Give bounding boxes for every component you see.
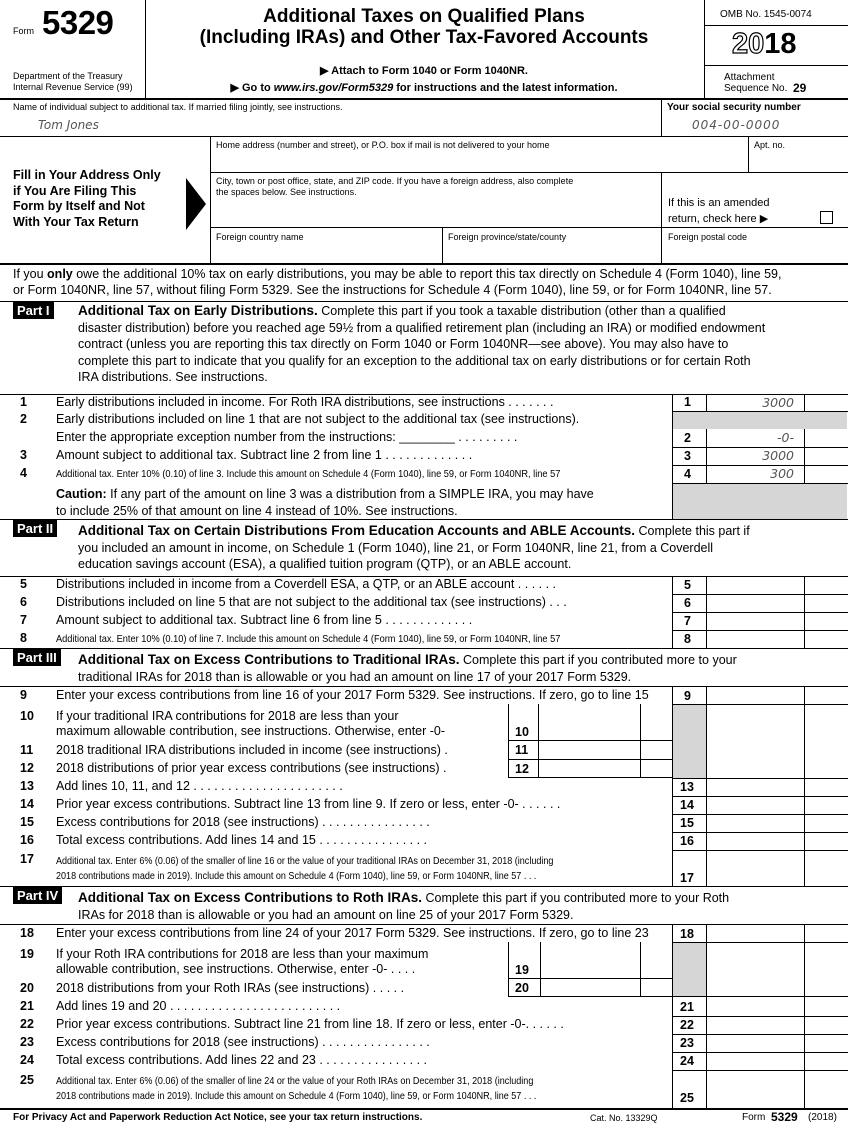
line-8-number: 8: [20, 631, 27, 645]
line-5-number: 5: [20, 577, 27, 591]
city-label-line2: the spaces below. See instructions.: [216, 187, 357, 197]
line-10-box: 10: [515, 725, 529, 739]
goto-instruction: [146, 81, 702, 94]
intro-text: If you only owe the additional 10% tax on early distributions, you may be able to report this tax directly on Schedule 4 (Form 1040), line 59, or Form 1040NR, line 57, without filing Form 5329. See the instructions for Schedule 4 (Form 1040), line 59, or for Form 1040NR, line 57.: [13, 267, 782, 297]
line-17-box: 17: [680, 871, 694, 885]
line-17-text1: Additional tax. Enter 6% (0.06) of the smaller of line 16 or the value of your traditional IRAs on December 31, 2018 (including: [56, 855, 554, 867]
fill-in-line1: Fill in Your Address Only: [13, 168, 161, 182]
line-25-text2: 2018 contributions made in 2019). Include this amount on Schedule 4 (Form 1040), line 59, or Form 1040NR, line 57 . . .: [56, 1090, 537, 1102]
line-9-text: Enter your excess contributions from line 16 of your 2017 Form 5329. See instructions. If zero, go to line 15: [56, 688, 649, 702]
city-label-line1: City, town or post office, state, and ZIP code. If you have a foreign address, also complete: [216, 176, 574, 186]
foreign-postal-label: Foreign postal code: [668, 232, 748, 242]
sequence-label: Sequence No.: [724, 83, 788, 94]
footer-form-year: (2018): [808, 1112, 837, 1123]
line-1-number: 1: [20, 395, 27, 409]
line-3-text: Amount subject to additional tax. Subtract line 2 from line 1 . . . . . . . . . . . . .: [56, 448, 473, 462]
line-18-box: 18: [680, 927, 694, 941]
line-2-amount[interactable]: -0-: [777, 430, 794, 445]
line-25-text1: Additional tax. Enter 6% (0.06) of the smaller of line 24 or the value of your Roth IRAs on December 31, 2018 (including: [56, 1075, 534, 1087]
goto-suffix: for instructions and the latest information.: [393, 82, 618, 94]
part2-description: Additional Tax on Certain Distributions From Education Accounts and ABLE Accounts. Complete this part if you included an amount in income, on Schedule 1 (Form 1040), line 21, or Form 1040NR, line 21, from a Coverdell education savings account (ESA), a qualified tuition program (QTP), or an ABLE account.: [78, 523, 750, 571]
line-24-number: 24: [20, 1053, 34, 1067]
line-7-box: 7: [684, 614, 691, 628]
part4-description: Additional Tax on Excess Contributions to Roth IRAs. Complete this part if you contributed more to your Roth IRAs for 2018 than is allowable or you had an amount on line 25 of your 2017 Form 5329.: [78, 890, 730, 922]
line-12-text: 2018 distributions of prior year excess contributions (see instructions) .: [56, 761, 447, 775]
line-3-number: 3: [20, 448, 27, 462]
home-address-label: Home address (number and street), or P.O. box if mail is not delivered to your home: [216, 140, 550, 150]
line-21-text: Add lines 19 and 20 . . . . . . . . . . . . . . . . . . . . . . . . .: [56, 999, 341, 1013]
line-11-text: 2018 traditional IRA distributions included in income (see instructions) .: [56, 743, 448, 757]
line-5-box: 5: [684, 578, 691, 592]
line-9-number: 9: [20, 688, 27, 702]
line-23-number: 23: [20, 1035, 34, 1049]
line-6-number: 6: [20, 595, 27, 609]
line-1-box: 1: [684, 395, 691, 409]
line-13-box: 13: [680, 780, 694, 794]
line-22-text: Prior year excess contributions. Subtract line 21 from line 18. If zero or less, enter -0-. . . . . .: [56, 1017, 564, 1031]
line-22-number: 22: [20, 1017, 34, 1031]
line-8-box: 8: [684, 632, 691, 646]
line-19-number: 19: [20, 947, 34, 961]
dept-line2: Internal Revenue Service (99): [13, 82, 133, 92]
line-16-box: 16: [680, 834, 694, 848]
line-7-text: Amount subject to additional tax. Subtract line 6 from line 5 . . . . . . . . . . . . .: [56, 613, 473, 627]
line-21-box: 21: [680, 1000, 694, 1014]
line-23-text: Excess contributions for 2018 (see instructions) . . . . . . . . . . . . . . . .: [56, 1035, 430, 1049]
omb-number: OMB No. 1545-0074: [720, 9, 812, 20]
line-15-box: 15: [680, 816, 694, 830]
line-19-text1: If your Roth IRA contributions for 2018 are less than your maximum: [56, 947, 429, 961]
line-20-text: 2018 distributions from your Roth IRAs (see instructions) . . . . .: [56, 981, 405, 995]
line-25-number: 25: [20, 1073, 34, 1087]
line-15-text: Excess contributions for 2018 (see instructions) . . . . . . . . . . . . . . . .: [56, 815, 430, 829]
line-24-box: 24: [680, 1054, 694, 1068]
form-title-line1: Additional Taxes on Qualified Plans: [263, 6, 585, 27]
line-4-text: Additional tax. Enter 10% (0.10) of line 3. Include this amount on Schedule 4 (Form 1040), line 59, or Form 1040NR, line 57: [56, 468, 561, 480]
line-3-box: 3: [684, 449, 691, 463]
line-4-caution: Caution: If any part of the amount on line 3 was a distribution from a SIMPLE IRA, you may have to include 25% of that amount on line 4 instead of 10%. See instructions.: [56, 487, 594, 518]
amended-checkbox[interactable]: [820, 211, 833, 224]
name-field[interactable]: Tom Jones: [38, 118, 99, 132]
cat-number: Cat. No. 13329Q: [590, 1113, 658, 1123]
line-14-text: Prior year excess contributions. Subtract line 13 from line 9. If zero or less, enter -0- . . . . . .: [56, 797, 561, 811]
line-18-text: Enter your excess contributions from line 24 of your 2017 Form 5329. See instructions. If zero, go to line 23: [56, 926, 649, 940]
line-10-number: 10: [20, 709, 34, 723]
line-16-number: 16: [20, 833, 34, 847]
footer-form-word: Form: [742, 1112, 766, 1123]
intro-line2: or Form 1040NR, line 57, without filing Form 5329. See the instructions for Schedule 4 (Form 1040), line 59, or for Form 1040NR, line 57.: [13, 283, 772, 297]
attachment-label: Attachment: [724, 72, 775, 83]
part1-label: Part I: [13, 302, 54, 319]
line-25-box: 25: [680, 1091, 694, 1105]
part3-description: Additional Tax on Excess Contributions to Traditional IRAs. Complete this part if you contributed more to your traditional IRAs for 2018 than is allowable or you had an amount on line 17 of your 2017 Form 5329.: [78, 652, 737, 684]
line-5-text: Distributions included in income from a Coverdell ESA, a QTP, or an ABLE account . . . . . .: [56, 577, 557, 591]
foreign-postal-field[interactable]: [662, 243, 847, 262]
line-3-amount[interactable]: 3000: [762, 448, 794, 463]
line-24-text: Total excess contributions. Add lines 22 and 23 . . . . . . . . . . . . . . . .: [56, 1053, 428, 1067]
line-8-text: Additional tax. Enter 10% (0.10) of line 7. Include this amount on Schedule 4 (Form 1040), line 59, or Form 1040NR, line 57: [56, 633, 561, 645]
tax-year-outline: 20: [732, 28, 765, 60]
goto-prefix: ▶ Go to: [230, 82, 274, 94]
line-18-number: 18: [20, 926, 34, 940]
line-10-text2: maximum allowable contribution, see instructions. Otherwise, enter -0-: [56, 724, 446, 738]
fill-in-notice: [13, 168, 161, 230]
line-14-number: 14: [20, 797, 34, 811]
line-2-number: 2: [20, 412, 27, 426]
line-22-box: 22: [680, 1018, 694, 1032]
line-2-text2: Enter the appropriate exception number from the instructions: ________ . . . . . . . . .: [56, 430, 518, 444]
name-label: Name of individual subject to additional tax. If married filing jointly, see instructions.: [13, 102, 343, 112]
fill-in-line4: With Your Tax Return: [13, 214, 139, 229]
tax-year-bold: 18: [764, 28, 797, 60]
line-12-number: 12: [20, 761, 34, 775]
part1-description: Additional Tax on Early Distributions. Complete this part if you took a taxable distribution (other than a qualified disaster distribution) before you reached age 59½ from a qualified retirement plan (including an IRA) or modified endowment contract (unless you are reporting this tax directly on Form 1040 or Form 1040NR—see above). You may also have to complete this part to indicate that you qualify for an exception to the additional tax on early distributions or for certain Roth IRA distributions. See instructions.: [78, 303, 766, 384]
foreign-province-label: Foreign province/state/county: [448, 232, 567, 242]
part4-label: Part IV: [13, 887, 62, 904]
foreign-country-field[interactable]: [211, 243, 441, 262]
line-4-box: 4: [684, 467, 691, 481]
line-17-number: 17: [20, 852, 34, 866]
footer-form-number: 5329: [771, 1110, 798, 1124]
apt-field[interactable]: [749, 137, 847, 171]
line-14-box: 14: [680, 798, 694, 812]
line-6-text: Distributions included on line 5 that are not subject to the additional tax (see instructions) . . .: [56, 595, 567, 609]
form-number: 5329: [42, 4, 114, 41]
line-20-number: 20: [20, 981, 34, 995]
part2-label: Part II: [13, 520, 57, 537]
line-6-box: 6: [684, 596, 691, 610]
line-4-number: 4: [20, 466, 27, 480]
apt-label: Apt. no.: [754, 140, 786, 150]
line-11-box: 11: [515, 743, 529, 757]
line-10-text1: If your traditional IRA contributions for 2018 are less than your: [56, 709, 399, 723]
form-title: [146, 6, 702, 48]
line-20-box: 20: [515, 981, 529, 995]
line-23-box: 23: [680, 1036, 694, 1050]
amended-label-line1: If this is an amended: [668, 197, 770, 209]
line-12-box: 12: [515, 762, 529, 776]
line-21-number: 21: [20, 999, 34, 1013]
irs-link[interactable]: www.irs.gov/Form5329: [273, 82, 394, 94]
line-13-number: 13: [20, 779, 34, 793]
line-19-box: 19: [515, 963, 529, 977]
line-2-box: 2: [684, 431, 691, 445]
line-1-text: Early distributions included in income. For Roth IRA distributions, see instructions . . . . . . .: [56, 395, 554, 409]
line-4-amount[interactable]: 300: [770, 466, 794, 481]
arrow-right-icon: [186, 178, 208, 230]
ssn-field[interactable]: 004-00-0000: [692, 118, 781, 132]
line-1-amount[interactable]: 3000: [762, 395, 794, 410]
foreign-country-label: Foreign country name: [216, 232, 304, 242]
part3-label: Part III: [13, 649, 61, 666]
foreign-province-field[interactable]: [443, 243, 660, 262]
fill-in-line3: Form by Itself and Not: [13, 199, 145, 213]
line-2-text: Early distributions included on line 1 that are not subject to the additional tax (see instructions).: [56, 412, 580, 426]
home-address-field[interactable]: [211, 137, 747, 171]
form-title-line2: (Including IRAs) and Other Tax-Favored Accounts: [199, 27, 649, 48]
line-7-number: 7: [20, 613, 27, 627]
attach-instruction: ▶ Attach to Form 1040 or Form 1040NR.: [320, 65, 528, 77]
tax-year: [732, 28, 797, 61]
dept-line1: Department of the Treasury: [13, 71, 123, 81]
line-16-text: Total excess contributions. Add lines 14 and 15 . . . . . . . . . . . . . . . .: [56, 833, 428, 847]
line-15-number: 15: [20, 815, 34, 829]
line-13-text: Add lines 10, 11, and 12 . . . . . . . . . . . . . . . . . . . . . .: [56, 779, 343, 793]
ssn-label: Your social security number: [667, 102, 801, 113]
sequence-number: 29: [793, 81, 807, 95]
line-17-text2: 2018 contributions made in 2019). Include this amount on Schedule 4 (Form 1040), line 59, or Form 1040NR, line 57 . . .: [56, 870, 537, 882]
line-19-text2: allowable contribution, see instructions. Otherwise, enter -0- . . . .: [56, 962, 416, 976]
form-word: Form: [13, 26, 34, 36]
line-9-box: 9: [684, 689, 691, 703]
fill-in-line2: if You Are Filing This: [13, 183, 137, 198]
line-11-number: 11: [20, 743, 34, 757]
privacy-notice: For Privacy Act and Paperwork Reduction Act Notice, see your tax return instructions.: [13, 1112, 423, 1123]
city-field[interactable]: [211, 200, 660, 226]
amended-label-line2: return, check here ▶: [668, 213, 769, 225]
